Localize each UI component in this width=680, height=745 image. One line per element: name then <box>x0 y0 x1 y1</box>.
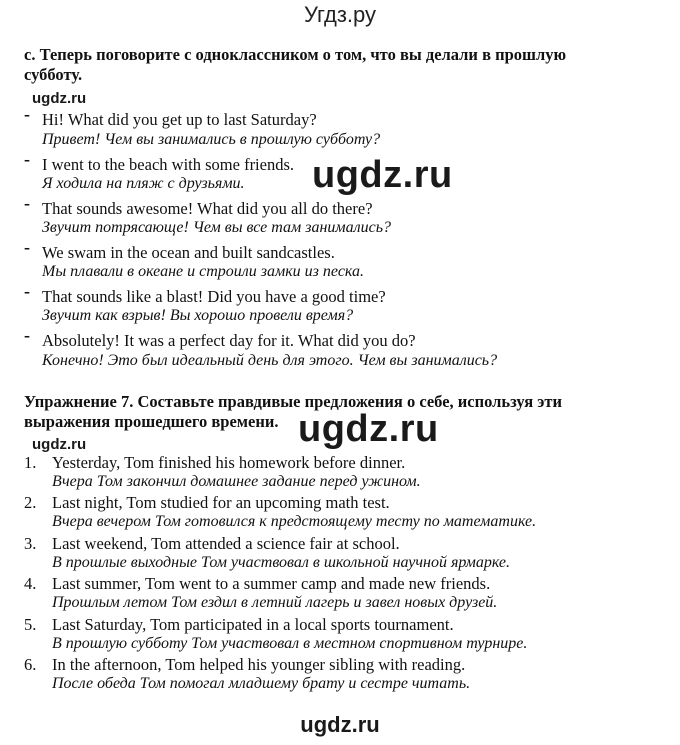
item-number: 6. <box>24 655 37 674</box>
dash-bullet: - <box>24 149 30 169</box>
item-en: Yesterday, Tom finished his homework before dinner. <box>52 453 406 472</box>
item-ru: Прошлым летом Том ездил в летний лагерь и завел новых друзей. <box>52 594 498 611</box>
item-ru: В прошлые выходные Том участвовал в школьной научной ярмарке. <box>52 554 510 571</box>
dash-bullet: - <box>24 193 30 213</box>
watermark: ugdz.ru <box>32 436 87 453</box>
exercise7-heading-line2: выражения прошедшего времени. <box>24 412 279 431</box>
dialogue-line-en: I went to the beach with some friends. <box>42 155 295 174</box>
item-ru: Вчера Том закончил домашнее задание перед ужином. <box>52 473 421 490</box>
item-number: 1. <box>24 453 37 472</box>
task-c-heading-line1: c. Теперь поговорите с одноклассником о том, что вы делали в прошлую <box>24 45 567 64</box>
exercise7-heading-line1: Упражнение 7. Составьте правдивые предложения о себе, используя эти <box>24 392 563 411</box>
item-ru: В прошлую субботу Том участвовал в местном спортивном турнире. <box>52 635 528 652</box>
dialogue-line-en: That sounds like a blast! Did you have a good time? <box>42 287 386 306</box>
item-number: 3. <box>24 534 37 553</box>
dialogue-line-en: That sounds awesome! What did you all do there? <box>42 199 373 218</box>
site-title: Угдз.ру <box>303 2 377 27</box>
dialogue-line-ru: Привет! Чем вы занимались в прошлую субботу? <box>42 131 381 148</box>
item-en: Last night, Tom studied for an upcoming math test. <box>52 493 390 512</box>
dialogue-line-ru: Звучит потрясающе! Чем вы все там занимались? <box>42 219 391 236</box>
item-ru: После обеда Том помогал младшему брату и сестре читать. <box>52 675 471 692</box>
dialogue-line-en: Absolutely! It was a perfect day for it. What did you do? <box>42 331 416 350</box>
dialogue-line-ru: Я ходила на пляж с друзьями. <box>42 175 245 192</box>
task-c-heading-line2: субботу. <box>24 65 83 84</box>
dash-bullet: - <box>24 281 30 301</box>
item-number: 4. <box>24 574 37 593</box>
item-en: Last summer, Tom went to a summer camp and made new friends. <box>52 574 491 593</box>
dash-bullet: - <box>24 104 30 124</box>
dialogue-line-ru: Конечно! Это был идеальный день для этого. Чем вы занимались? <box>42 352 498 369</box>
watermark: ugdz.ru <box>32 90 87 107</box>
dialogue-line-en: Hi! What did you get up to last Saturday? <box>42 110 317 129</box>
item-number: 5. <box>24 615 37 634</box>
dialogue-line-ru: Звучит как взрыв! Вы хорошо провели время? <box>42 307 354 324</box>
dash-bullet: - <box>24 237 30 257</box>
dialogue-line-ru: Мы плавали в океане и строили замки из песка. <box>42 263 364 280</box>
dash-bullet: - <box>24 325 30 345</box>
item-en: In the afternoon, Tom helped his younger sibling with reading. <box>52 655 466 674</box>
item-en: Last weekend, Tom attended a science fair at school. <box>52 534 400 553</box>
watermark: ugdz.ru <box>312 154 453 196</box>
item-number: 2. <box>24 493 37 512</box>
watermark-bottom: ugdz.ru <box>300 712 380 737</box>
watermark: ugdz.ru <box>298 408 439 450</box>
dialogue-line-en: We swam in the ocean and built sandcastles. <box>42 243 335 262</box>
item-en: Last Saturday, Tom participated in a local sports tournament. <box>52 615 454 634</box>
item-ru: Вчера вечером Том готовился к предстоящему тесту по математике. <box>52 513 537 530</box>
